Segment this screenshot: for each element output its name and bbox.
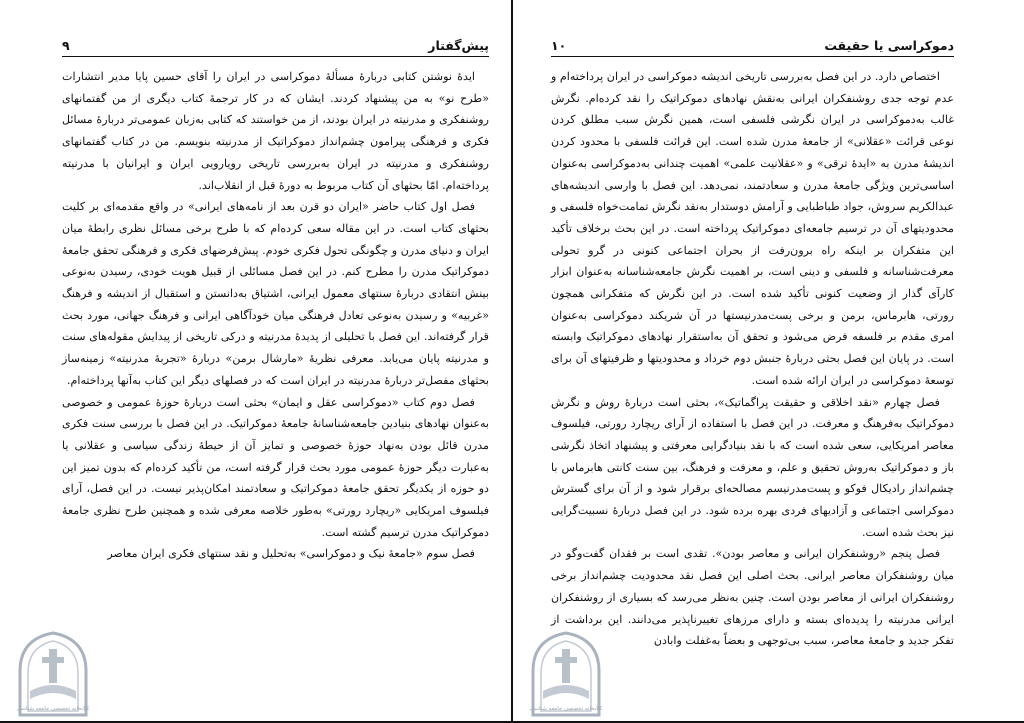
running-title: دموکراسی یا حقیقت: [824, 38, 954, 53]
left-page: [0, 0, 511, 723]
running-title: پیش‌گفتار: [428, 38, 489, 53]
seal-text: کتابخانه تخصصی جامعه شناسی: [16, 706, 90, 712]
right-page: [513, 0, 1024, 723]
paragraph: فصل پنجم «روشنفکران ایرانی و معاصر بودن». تقدی است بر فقدان گفت‌وگو در میان روشنفکران معاصر ایرانی. بحث اصلی این فصل نقد محدودیت چشم‌انداز برخی روشنفکران ایرانی از معاصر بودن است. چنین به‌نظر می‌رسد که بسیاری از روشنفکران ایرانی مدرنیته را پدیده‌ای بسته و دارای مرزهای تغییرناپذیر می‌دانند. این برداشت از تفکر جدید و جامعهٔ معاصر، سبب بی‌توجهی و بعضاً به‌غفلت وا‌بادن: [551, 547, 954, 648]
seal-text: کتابخانه تخصصی جامعه شناسی: [529, 706, 603, 712]
page-body: [62, 66, 489, 565]
paragraph: فصل سوم «جامعهٔ نیک و دموکراسی» به‌تحلیل و نقد سنتهای فکری ایران معاصر: [107, 547, 475, 561]
page-number: ۹: [62, 38, 70, 53]
page-body: [551, 66, 954, 652]
library-seal-icon: [529, 631, 603, 717]
paragraph: فصل اول کتاب حاضر «ایران دو قرن بعد از نامه‌های ایرانی» در واقع مقدمه‌ای بر کلیت بحثهای کتاب است. در این مقاله سعی کرده‌ام که با طرح برخی مسائل نظری رابطهٔ میان ایران و دنیای مدرن و چگونگی تحول فکری خودم. پیش‌فرضهای فکری و فرهنگی تحقق جامعهٔ دموکراتیک مدرن را مطرح کنم. در این فصل مسائلی از قبیل هویت خودی، رسیدن به‌نوعی بینش انتقادی دربارهٔ سنتهای معمول ایرانی، اشتیاق به‌دانستن و استقبال از اندیشه و فرهنگ «غربیه» و رسیدن به‌نوعی تعادل فرهنگی میان خودآگاهی ایرانی و فرهنگ جهانی، مورد بحث قرار گرفته‌اند. این فصل با تحلیلی از پدیدهٔ مدرنیته و درکی تاریخی از پیدایش مقوله‌های سنت و مدرنیته پایان می‌یابد. معرفی نظریهٔ «مارشال برمن» دربارهٔ «تجربهٔ مدرنیته» زمینه‌ساز بحثهای مفصل‌تر دربارهٔ مدرنیته در ایران است که در فصلهای دیگر این کتاب به‌آنها پرداخته‌ام.: [62, 200, 489, 387]
paragraph: فصل دوم کتاب «دموکراسی عقل و ایمان» بحثی است دربارهٔ حوزهٔ عمومی و خصوصی به‌عنوان نهادهای بنیادین جامعه‌شناسانهٔ جامعهٔ دموکراتیک. در این فصل با بررسی سنت فکری مدرن قائل بودن به‌نهاد حوزهٔ خصوصی و تمایز آن از حیطهٔ زندگی سیاسی و عقلانی یا به‌عبارت دیگر حوزهٔ عمومی مورد بحث قرار گرفته است، من تأکید کرده‌ام که بدون تمیز این دو حوزه از یکدیگر تحقق جامعهٔ دموکراتیک و سعادتمند امکان‌پذیر نیست. در این فصل، آرای فیلسوف امریکایی «ریچارد رورتی» به‌طور خلاصه معرفی شده و همچنین طرح نظری جامعهٔ دموکراتیک مدرن ترسیم گشته است.: [62, 395, 489, 539]
page-number: ۱۰: [551, 38, 567, 53]
library-seal-icon: [16, 631, 90, 717]
paragraph: اختصاص دارد. در این فصل به‌بررسی تاریخی اندیشه دموکراسی در ایران پرداخته‌ام و عدم توجه جدی روشنفکران ایرانی به‌نقش نهادهای دموکراتیک را نقد کرده‌ام. نگرش غالب به‌دموکراسی در ایران نگرشی فلسفی است، همین نگرش سبب مطلق کردن نوعی قرائت «عقلانی» از جامعهٔ مدرن شده است. این قرائت فلسفی با محدود کردن اندیشهٔ مدرن به «ایدهٔ ترقی» و «عقلانیت علمی» اهمیت چندانی به‌دموکراسی به‌عنوان اساسی‌ترین ویژگی جامعهٔ مدرن و سعادتمند، نمی‌دهد. این فصل با وارسی اندیشه‌های عبدالکریم سروش، جواد طباطبایی و آرامش دوستدار به‌نقد نگرش تمامت‌خواه فلسفی و محدودیتهای آن در ترسیم جامعه‌ای دموکراتیک پرداخته است. در این بحث برخلاف تأکید این متفکران بر اینکه راه برون‌رفت از بحران اجتماعی کنونی در گرو تحولی معرفت‌شناسانه و فلسفی و دینی است، بر اهمیت نگرش جامعه‌شناسانه به‌عنوان ابزار کارآی گذار از وضعیت کنونی تأکید شده است. در این نگرش که متفکرانی همچون رورتی، هابرماس، برمن و برخی پست‌مدرنیستها در آن شریکند دموکراسی به‌عنوان امری مقدم بر فلسفه فرض می‌شود و تحقق آن به‌استقرار نهادهای دموکراتیک وابسته است. در پایان این فصل بحثی دربارهٔ جنبش دوم خرداد و محدودیتها و ظرفیتهای آن برای توسعهٔ دموکراسی در ایران ارائه شده است.: [551, 70, 954, 387]
page-header: [62, 34, 489, 57]
page-header: [551, 34, 954, 57]
paragraph: فصل چهارم «نقد اخلاقی و حقیقت پراگماتیک»، بحثی است دربارهٔ روش و نگرش دموکراتیک به‌فرهنگ و معرفت. در این فصل با استفاده از آرای ریچارد رورتی، فیلسوف معاصر امریکایی، سعی شده است که با نقد بنیادگرایی معرفتی و پیشنهاد اتخاذ نگرشی باز و دموکراتیک به‌روش تحقیق و علم، و معرفت و فرهنگ، بین سنت کانتی هابرماس با چشم‌انداز رادیکال فوکو و پست‌مدرنیسم مصالحه‌ای برقرار شود و از آن برای گسترش دموکراسی اجتماعی و آزادیهای فردی بهره برده شود. در این فصل دربارهٔ نسبیت‌گرایی نیز بحث شده است.: [551, 395, 954, 539]
paragraph: ایدهٔ نوشتن کتابی دربارهٔ مسألهٔ دموکراسی در ایران را آقای حسین پایا مدیر انتشارات «طرح نو» به من پیشنهاد کردند. ایشان که در کار ترجمهٔ کتاب دیگری از من گفتمانهای روشنفکری و مدرنیته در ایران بودند، از من خواستند که کتابی به‌زبان عمومی‌تر دربارهٔ مسائل فکری و فرهنگی پیرامون چشم‌انداز دموکراتیک از مدرنیته بنویسم. من در کتاب گفتمانهای روشنفکری و مدرنیته در ایران به‌بررسی تاریخی رویارویی ایران و ایرانیان با مدرنیته پرداخته‌ام. امّا بحثهای آن کتاب مربوط به دورهٔ قبل از انقلاب‌اند.: [62, 70, 489, 192]
